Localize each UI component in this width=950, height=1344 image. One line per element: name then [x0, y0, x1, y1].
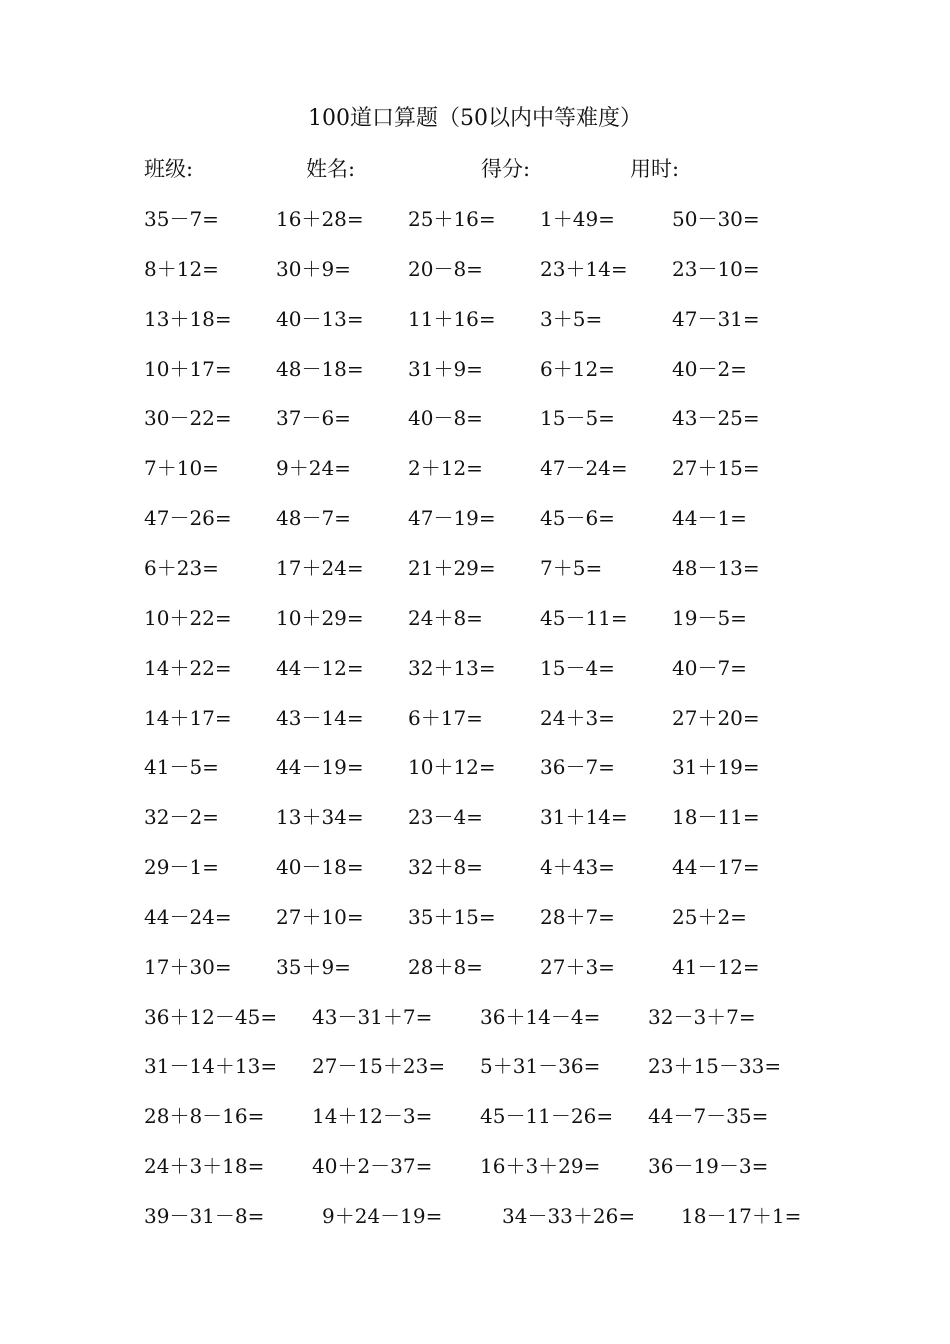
problem-row	[0, 902, 950, 932]
math-problem: 1＋49=	[540, 207, 615, 231]
math-problem: 27＋20=	[672, 706, 760, 730]
math-problem: 25＋16=	[408, 207, 496, 231]
problem-row	[0, 304, 950, 334]
problem-row	[0, 1101, 950, 1131]
math-problem: 5＋31－36=	[480, 1054, 601, 1078]
math-problem: 32＋13=	[408, 656, 496, 680]
math-problem: 23＋14=	[540, 257, 628, 281]
math-problem: 14＋12－3=	[312, 1104, 433, 1128]
math-problem: 36＋12－45=	[144, 1005, 278, 1029]
math-problem: 28＋8=	[408, 955, 483, 979]
math-problem: 31＋19=	[672, 755, 760, 779]
score-label: 得分:	[481, 157, 531, 181]
math-problem: 23－4=	[408, 805, 483, 829]
math-problem: 47－31=	[672, 307, 760, 331]
math-problem: 17＋30=	[144, 955, 232, 979]
math-problem: 16＋28=	[276, 207, 364, 231]
problem-row	[0, 1201, 950, 1231]
problem-row	[0, 453, 950, 483]
problem-row	[0, 752, 950, 782]
math-problem: 47－26=	[144, 506, 232, 530]
math-problem: 44－7－35=	[648, 1104, 769, 1128]
math-problem: 35－7=	[144, 207, 219, 231]
math-problem: 40－2=	[672, 357, 747, 381]
math-problem: 48－18=	[276, 357, 364, 381]
math-problem: 16＋3＋29=	[480, 1154, 601, 1178]
math-problem: 44－1=	[672, 506, 747, 530]
math-problem: 10＋29=	[276, 606, 364, 630]
math-problem: 10＋22=	[144, 606, 232, 630]
math-problem: 43－14=	[276, 706, 364, 730]
math-problem: 6＋23=	[144, 556, 219, 580]
math-problem: 36＋14－4=	[480, 1005, 601, 1029]
problem-row	[0, 852, 950, 882]
problem-row	[0, 653, 950, 683]
problem-row	[0, 802, 950, 832]
math-problem: 7＋10=	[144, 456, 219, 480]
math-problem: 2＋12=	[408, 456, 483, 480]
math-problem: 37－6=	[276, 406, 351, 430]
math-problem: 28＋8－16=	[144, 1104, 265, 1128]
math-problem: 27＋15=	[672, 456, 760, 480]
problem-row	[0, 1151, 950, 1181]
math-problem: 43－25=	[672, 406, 760, 430]
math-problem: 45－6=	[540, 506, 615, 530]
math-problem: 3＋5=	[540, 307, 603, 331]
math-problem: 29－1=	[144, 855, 219, 879]
math-problem: 27＋3=	[540, 955, 615, 979]
math-problem: 45－11=	[540, 606, 628, 630]
problem-row	[0, 553, 950, 583]
math-problem: 8＋12=	[144, 257, 219, 281]
problem-row	[0, 1002, 950, 1032]
math-problem: 24＋3=	[540, 706, 615, 730]
math-problem: 32＋8=	[408, 855, 483, 879]
math-problem: 9＋24－19=	[322, 1204, 443, 1228]
problem-row	[0, 503, 950, 533]
math-problem: 14＋17=	[144, 706, 232, 730]
math-problem: 44－24=	[144, 905, 232, 929]
math-problem: 50－30=	[672, 207, 760, 231]
math-problem: 10＋17=	[144, 357, 232, 381]
class-label: 班级:	[144, 157, 194, 181]
math-problem: 30＋9=	[276, 257, 351, 281]
math-problem: 40－8=	[408, 406, 483, 430]
math-problem: 41－5=	[144, 755, 219, 779]
math-problem: 32－2=	[144, 805, 219, 829]
math-problem: 30－22=	[144, 406, 232, 430]
problem-row	[0, 204, 950, 234]
math-problem: 15－4=	[540, 656, 615, 680]
math-problem: 36－7=	[540, 755, 615, 779]
math-problem: 34－33＋26=	[502, 1204, 636, 1228]
time-label: 用时:	[630, 157, 680, 181]
info-header	[0, 154, 950, 184]
math-problem: 47－24=	[540, 456, 628, 480]
math-problem: 40－7=	[672, 656, 747, 680]
problem-row	[0, 354, 950, 384]
problem-row	[0, 254, 950, 284]
math-problem: 21＋29=	[408, 556, 496, 580]
math-problem: 23－10=	[672, 257, 760, 281]
math-problem: 25＋2=	[672, 905, 747, 929]
math-problem: 44－17=	[672, 855, 760, 879]
math-problem: 40－18=	[276, 855, 364, 879]
math-problem: 24＋3＋18=	[144, 1154, 265, 1178]
math-problem: 17＋24=	[276, 556, 364, 580]
math-problem: 4＋43=	[540, 855, 615, 879]
math-problem: 14＋22=	[144, 656, 232, 680]
math-problem: 15－5=	[540, 406, 615, 430]
problem-row	[0, 952, 950, 982]
math-problem: 45－11－26=	[480, 1104, 614, 1128]
problem-row	[0, 403, 950, 433]
name-label: 姓名:	[306, 157, 356, 181]
math-problem: 44－12=	[276, 656, 364, 680]
math-problem: 13＋18=	[144, 307, 232, 331]
math-problem: 27－15＋23=	[312, 1054, 446, 1078]
math-problem: 40＋2－37=	[312, 1154, 433, 1178]
math-problem: 20－8=	[408, 257, 483, 281]
math-problem: 18－17＋1=	[681, 1204, 802, 1228]
math-problem: 23＋15－33=	[648, 1054, 782, 1078]
math-problem: 31＋9=	[408, 357, 483, 381]
problem-row	[0, 1051, 950, 1081]
math-problem: 13＋34=	[276, 805, 364, 829]
math-problem: 19－5=	[672, 606, 747, 630]
math-problem: 10＋12=	[408, 755, 496, 779]
math-problem: 35＋9=	[276, 955, 351, 979]
math-problem: 28＋7=	[540, 905, 615, 929]
math-problem: 6＋12=	[540, 357, 615, 381]
problem-row	[0, 703, 950, 733]
math-problem: 40－13=	[276, 307, 364, 331]
math-problem: 11＋16=	[408, 307, 496, 331]
math-problem: 47－19=	[408, 506, 496, 530]
problem-row	[0, 603, 950, 633]
math-problem: 41－12=	[672, 955, 760, 979]
math-problem: 48－7=	[276, 506, 351, 530]
math-problem: 31－14＋13=	[144, 1054, 278, 1078]
math-problem: 6＋17=	[408, 706, 483, 730]
math-problem: 35＋15=	[408, 905, 496, 929]
math-problem: 44－19=	[276, 755, 364, 779]
page-title: 100道口算题（50以内中等难度）	[308, 106, 642, 131]
math-problem: 36－19－3=	[648, 1154, 769, 1178]
math-problem: 7＋5=	[540, 556, 603, 580]
math-problem: 18－11=	[672, 805, 760, 829]
math-problem: 27＋10=	[276, 905, 364, 929]
math-problem: 48－13=	[672, 556, 760, 580]
math-problem: 9＋24=	[276, 456, 351, 480]
math-problem: 43－31＋7=	[312, 1005, 433, 1029]
math-problem: 24＋8=	[408, 606, 483, 630]
math-problem: 31＋14=	[540, 805, 628, 829]
math-problem: 39－31－8=	[144, 1204, 265, 1228]
math-problem: 32－3＋7=	[648, 1005, 756, 1029]
